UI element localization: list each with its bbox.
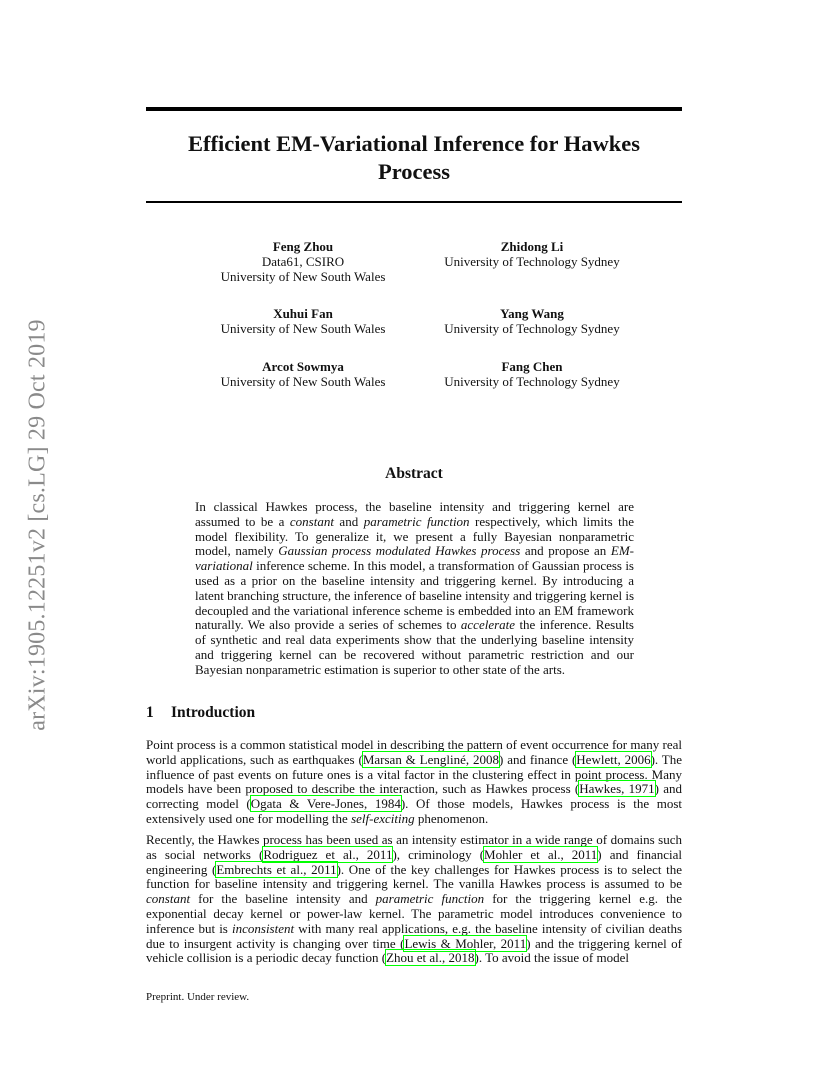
citation-link[interactable]: Mohler et al., 2011 <box>484 846 598 862</box>
paper-title <box>146 130 682 186</box>
section-heading-introduction <box>146 704 255 722</box>
author-block-zhidong-li <box>402 239 662 269</box>
title-bottom-rule <box>146 201 682 203</box>
author-affiliation: University of New South Wales <box>220 374 386 389</box>
author-block-feng-zhou <box>173 239 433 284</box>
citation-link[interactable]: Rodriguez et al., 2011 <box>263 846 393 862</box>
author-affiliation: University of New South Wales <box>220 321 386 336</box>
author-affiliation: University of Technology Sydney <box>444 321 620 336</box>
intro-paragraph-2: Recently, the Hawkes process has been used as an intensity estimator in a wide range of domains such as social networks (Rodriguez et al., 2011), criminology (Mohler et al., 2011) and financial engineering (Embrechts et al., 2011). One of the key challenges for Hawkes process is to select the function for baseline intensity and triggering kernel. The vanilla Hawkes process is assumed to be constant for the baseline intensity and parametric function for the triggering kernel e.g. the exponential decay kernel or power-law kernel. The parametric model introduces convenience to inference but is inconsistent with many real applications, e.g. the baseline intensity of civilian deaths due to insurgent activity is changing over time (Lewis & Mohler, 2011) and the triggering kernel of vehicle collision is a periodic decay function (Zhou et al., 2018). To avoid the issue of model <box>146 832 683 966</box>
author-affiliation: University of New South Wales <box>220 269 386 284</box>
citation-link[interactable]: Zhou et al., 2018 <box>386 950 475 966</box>
author-affiliation: Data61, CSIRO <box>261 254 345 269</box>
abstract-body: In classical Hawkes process, the baseline intensity and triggering kernel are assumed to be a constant and parametric function respectively, which limits the model flexibility. To generalize it, we present a fully Bayesian nonparametric model, namely Gaussian process modulated Hawkes process and propose an EM-variational inference scheme. In this model, a transformation of Gaussian process is used as a prior on the baseline intensity and triggering kernel. By introducing a latent branching structure, the inference of baseline intensity and triggering kernel is decoupled and the variational inference scheme is embedded into an EM framework naturally. We also provide a series of schemes to accelerate the inference. Results of synthetic and real data experiments show that the underlying baseline intensity and triggering kernel can be recovered without parametric restriction and our Bayesian nonparametric estimation is superior to other state of the arts. <box>195 499 634 677</box>
citation-link[interactable]: Hawkes, 1971 <box>579 781 655 797</box>
author-name: Yang Wang <box>500 306 564 321</box>
author-block-xuhui-fan <box>173 306 433 336</box>
author-affiliation: University of Technology Sydney <box>444 254 620 269</box>
arxiv-identifier-stamp <box>22 290 54 760</box>
intro-paragraph-1: Point process is a common statistical model in describing the pattern of event occurrence for many real world applications, such as earthquakes (Marsan & Lengliné, 2008) and finance (Hewlett, 2006). The influence of past events on future ones is a vital factor in the clustering effect in point process. Many models have been proposed to describe the interaction, such as Hawkes process (Hawkes, 1971) and correcting model (Ogata & Vere-Jones, 1984). Of those models, Hawkes process is the most extensively used one for modelling the self-exciting phenomenon. <box>146 737 683 826</box>
author-block-arcot-sowmya <box>173 359 433 389</box>
citation-link[interactable]: Lewis & Mohler, 2011 <box>404 935 527 951</box>
author-name: Fang Chen <box>501 359 563 374</box>
author-name: Feng Zhou <box>272 239 334 254</box>
author-affiliation: University of Technology Sydney <box>444 374 620 389</box>
author-name: Zhidong Li <box>500 239 564 254</box>
author-name: Xuhui Fan <box>273 306 333 321</box>
preprint-footer: Preprint. Under review. <box>146 991 250 1003</box>
title-line-2: Process <box>377 159 451 184</box>
author-name: Arcot Sowmya <box>262 359 344 374</box>
citation-link[interactable]: Marsan & Lengliné, 2008 <box>362 751 499 767</box>
citation-link[interactable]: Embrechts et al., 2011 <box>216 861 337 877</box>
title-top-rule <box>146 107 682 111</box>
title-line-1: Efficient EM-Variational Inference for Hawkes <box>187 131 641 156</box>
section-number: 1 <box>146 704 154 721</box>
author-block-fang-chen <box>402 359 662 389</box>
arxiv-identifier-text: arXiv:1905.12251v2 [cs.LG] 29 Oct 2019 <box>24 319 51 731</box>
section-title: Introduction <box>171 704 256 721</box>
citation-link[interactable]: Hewlett, 2006 <box>576 751 651 767</box>
abstract-heading: Abstract <box>385 465 443 482</box>
author-block-yang-wang <box>402 306 662 336</box>
citation-link[interactable]: Ogata & Vere-Jones, 1984 <box>250 796 401 812</box>
